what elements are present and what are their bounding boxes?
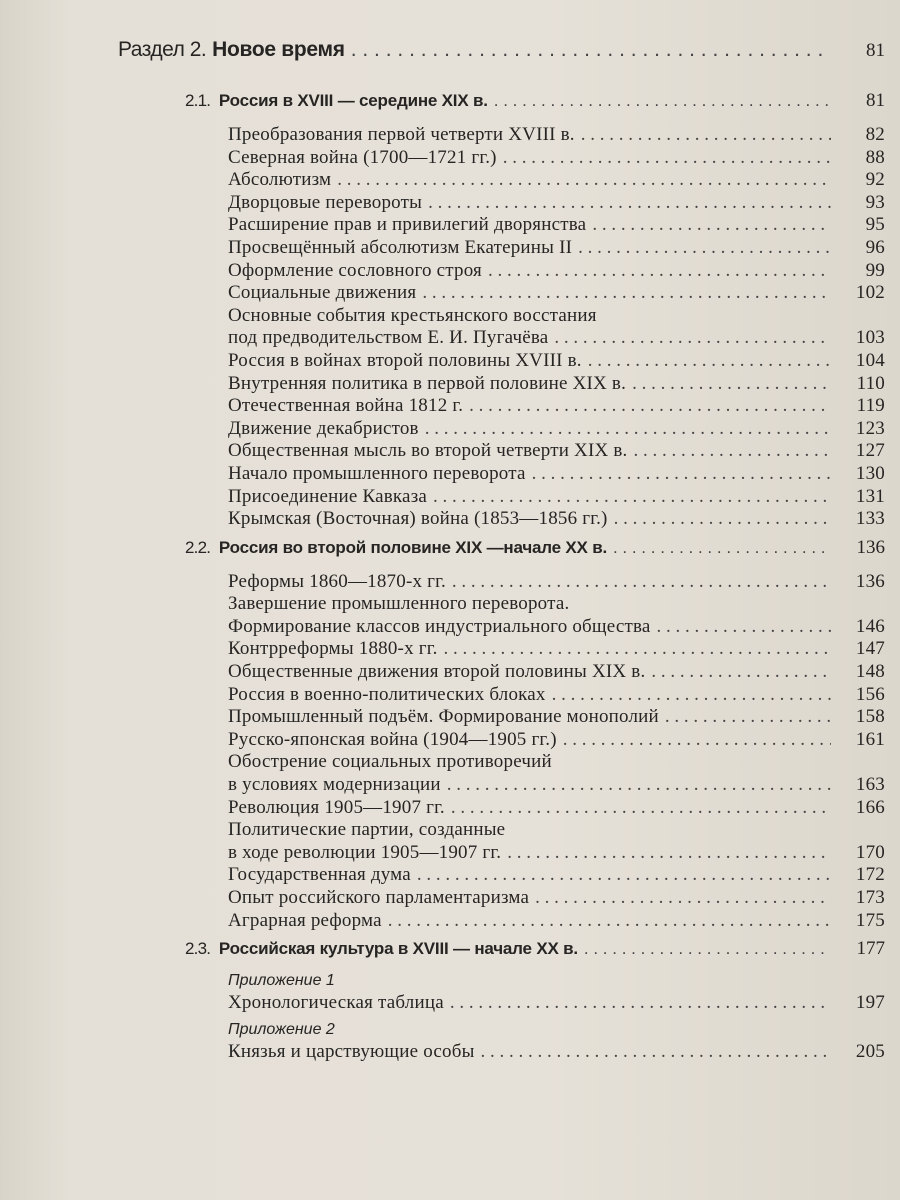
toc-entry [228, 706, 885, 729]
entry-title: Основные события крестьянского восстания [228, 304, 597, 326]
toc-entry [228, 887, 885, 910]
page-number: 103 [855, 327, 885, 349]
entry-heading: Российская культура в XVIII — начале XX в. [218, 939, 578, 959]
entry-title: Крымская (Восточная) война (1853—1856 гг.) [228, 508, 608, 530]
entry-title: в ходе революции 1905—1907 гг. [228, 841, 502, 863]
toc-entry [228, 282, 885, 305]
entry-number: 2.1. [185, 91, 211, 110]
entry-title [185, 91, 488, 111]
toc-entry [228, 910, 885, 933]
entry-title: Князья и царствующие особы [228, 1040, 475, 1062]
toc-entry [228, 842, 885, 865]
entry-title: Общественная мысль во второй четверти XIX в. [228, 440, 628, 462]
page-number: 92 [865, 169, 885, 191]
entry-title: Формирование классов индустриального общества [228, 615, 651, 637]
entry-title: Государственная дума [228, 864, 411, 886]
leader-dots [552, 684, 831, 706]
entry-title: Присоединение Кавказа [228, 485, 428, 507]
toc-entry [228, 729, 885, 752]
leader-dots [554, 327, 831, 349]
entry-title: Внутренняя политика в первой половине XIX в. [228, 372, 627, 394]
leader-dots [632, 373, 831, 395]
entry-title: Контрреформы 1880-х гг. [228, 638, 438, 660]
toc-entry [228, 305, 885, 328]
leader-dots [388, 910, 831, 932]
leader-dots [581, 124, 831, 146]
leader-dots [417, 864, 831, 886]
leader-dots [351, 38, 831, 62]
page-number: 166 [855, 796, 885, 818]
leader-dots [532, 463, 831, 485]
toc-entry [228, 486, 885, 509]
toc-entry [228, 147, 885, 170]
toc-entry [228, 192, 885, 215]
entry-title: Промышленный подъём. Формирование монополий [228, 706, 659, 728]
page-number: 102 [855, 282, 885, 304]
toc-entry [228, 684, 885, 707]
toc-entry [228, 638, 885, 661]
entry-heading: Россия во второй половине XIX —начале XX в. [218, 537, 607, 557]
toc-entry [228, 508, 885, 531]
page-number: 81 [866, 40, 885, 61]
leader-dots [657, 616, 831, 638]
toc-entry [228, 992, 885, 1015]
toc-subsection [185, 90, 885, 118]
leader-dots [614, 508, 831, 530]
toc-appendix-label [228, 1021, 885, 1041]
toc-entry [228, 751, 885, 774]
page-number: 99 [865, 259, 885, 281]
page-number: 119 [856, 395, 885, 417]
entry-title: Россия в военно-политических блоках [228, 683, 546, 705]
toc-entry [228, 1041, 885, 1064]
page-number: 146 [855, 615, 885, 637]
entry-number: 2.3. [185, 939, 211, 959]
leader-dots [592, 214, 831, 236]
page-number: 95 [865, 214, 885, 236]
toc-entry [228, 169, 885, 192]
toc-entry [228, 661, 885, 684]
page-number: 148 [855, 661, 885, 683]
page-number: 205 [855, 1040, 885, 1062]
toc-subsection [185, 537, 885, 565]
toc-entry [228, 774, 885, 797]
page-number: 104 [855, 349, 885, 371]
leader-dots [588, 350, 831, 372]
entry-title [118, 38, 345, 62]
page-number: 175 [855, 909, 885, 931]
toc-subsection [185, 938, 885, 966]
page-number: 147 [855, 638, 885, 660]
table-of-contents [0, 38, 900, 1063]
leader-dots [494, 91, 831, 111]
page-number: 127 [855, 440, 885, 462]
page-number: 93 [865, 191, 885, 213]
leader-dots [422, 282, 831, 304]
entry-title: Революция 1905—1907 гг. [228, 796, 445, 818]
entry-title: Приложение 1 [228, 972, 335, 990]
page-number: 173 [855, 887, 885, 908]
toc-entry [228, 395, 885, 418]
page-number: 136 [855, 570, 885, 592]
toc-section [118, 38, 885, 74]
entry-title: Политические партии, созданные [228, 819, 506, 841]
leader-dots [469, 395, 831, 417]
entry-title: Завершение промышленного переворота. [228, 593, 570, 615]
entry-title: Социальные движения [228, 282, 417, 304]
page-number: 136 [856, 536, 885, 558]
entry-title: Отечественная война 1812 г. [228, 395, 464, 417]
entry-title: Абсолютизм [228, 169, 332, 191]
page-number: 131 [855, 485, 885, 507]
toc-entry [228, 571, 885, 594]
toc-entry [228, 797, 885, 820]
entry-title: Аграрная реформа [228, 909, 382, 931]
page-number: 156 [855, 683, 885, 705]
leader-dots [450, 992, 831, 1014]
page-number: 170 [855, 841, 885, 863]
entry-title: Реформы 1860—1870-х гг. [228, 570, 446, 592]
leader-dots [452, 571, 831, 593]
toc-entry [228, 327, 885, 350]
leader-dots [665, 706, 831, 728]
leader-dots [507, 842, 831, 864]
toc-entry [228, 350, 885, 373]
page-number: 130 [855, 462, 885, 484]
entry-title: под предводительством Е. И. Пугачёва [228, 327, 549, 349]
entry-title: Оформление сословного строя [228, 259, 482, 281]
leader-dots [503, 147, 831, 169]
page-number: 163 [855, 774, 885, 796]
toc-entry [228, 214, 885, 237]
entry-title: Общественные движения второй половины XIX в. [228, 661, 646, 683]
toc-entry [228, 440, 885, 463]
entry-title: Движение декабристов [228, 417, 419, 439]
page-number: 161 [855, 728, 885, 750]
leader-dots [428, 192, 831, 214]
leader-dots [451, 797, 831, 819]
entry-title: Приложение 2 [228, 1020, 335, 1038]
leader-dots [337, 169, 831, 191]
entry-title: Русско-японская война (1904—1905 гг.) [228, 728, 557, 750]
page-number: 88 [865, 146, 885, 168]
toc-entry [228, 260, 885, 283]
toc-entry [228, 819, 885, 842]
leader-dots [563, 729, 831, 751]
toc-entry [228, 463, 885, 486]
entry-heading: Россия в XVIII — середине XIX в. [218, 91, 488, 110]
entry-title: Обострение социальных противоречий [228, 751, 552, 773]
entry-number: Раздел 2. [118, 38, 207, 61]
entry-title: Дворцовые перевороты [228, 191, 423, 213]
leader-dots [651, 661, 831, 683]
entry-title: Россия в войнах второй половины XVIII в. [228, 349, 582, 371]
entry-title [185, 538, 607, 558]
entry-heading: Новое время [212, 38, 345, 61]
page-number: 96 [865, 236, 885, 258]
entry-title: в условиях модернизации [228, 774, 441, 796]
leader-dots [613, 538, 831, 558]
page-number: 123 [855, 417, 885, 439]
entry-title: Опыт российского парламентаризма [228, 887, 530, 908]
entry-title: Просвещённый абсолютизм Екатерины II [228, 236, 573, 258]
toc-entry [228, 616, 885, 639]
page-number: 172 [855, 864, 885, 886]
toc-entry [228, 418, 885, 441]
toc-appendix-label [228, 972, 885, 992]
page-number: 177 [856, 938, 885, 960]
leader-dots [535, 887, 831, 909]
leader-dots [481, 1041, 831, 1063]
entry-title [185, 939, 578, 959]
toc-entry [228, 237, 885, 260]
page-number: 197 [855, 992, 885, 1014]
leader-dots [584, 939, 831, 959]
entry-title: Начало промышленного переворота [228, 462, 526, 484]
page-number: 158 [855, 706, 885, 728]
leader-dots [447, 774, 831, 796]
page-number: 81 [866, 90, 885, 111]
leader-dots [634, 440, 832, 462]
entry-number: 2.2. [185, 537, 211, 557]
page-number: 82 [865, 124, 885, 145]
toc-entry [228, 593, 885, 616]
page-number: 110 [856, 372, 885, 394]
toc-entry [228, 864, 885, 887]
leader-dots [425, 418, 831, 440]
toc-entry [228, 124, 885, 147]
leader-dots [578, 237, 831, 259]
entry-title: Северная война (1700—1721 гг.) [228, 146, 497, 168]
page-number: 133 [855, 508, 885, 530]
entry-title: Преобразования первой четверти XVIII в. [228, 124, 575, 145]
entry-title: Хронологическая таблица [228, 992, 444, 1014]
leader-dots [444, 638, 831, 660]
toc-entry [228, 373, 885, 396]
entry-title: Расширение прав и привилегий дворянства [228, 214, 587, 236]
leader-dots [488, 260, 831, 282]
leader-dots [433, 486, 831, 508]
